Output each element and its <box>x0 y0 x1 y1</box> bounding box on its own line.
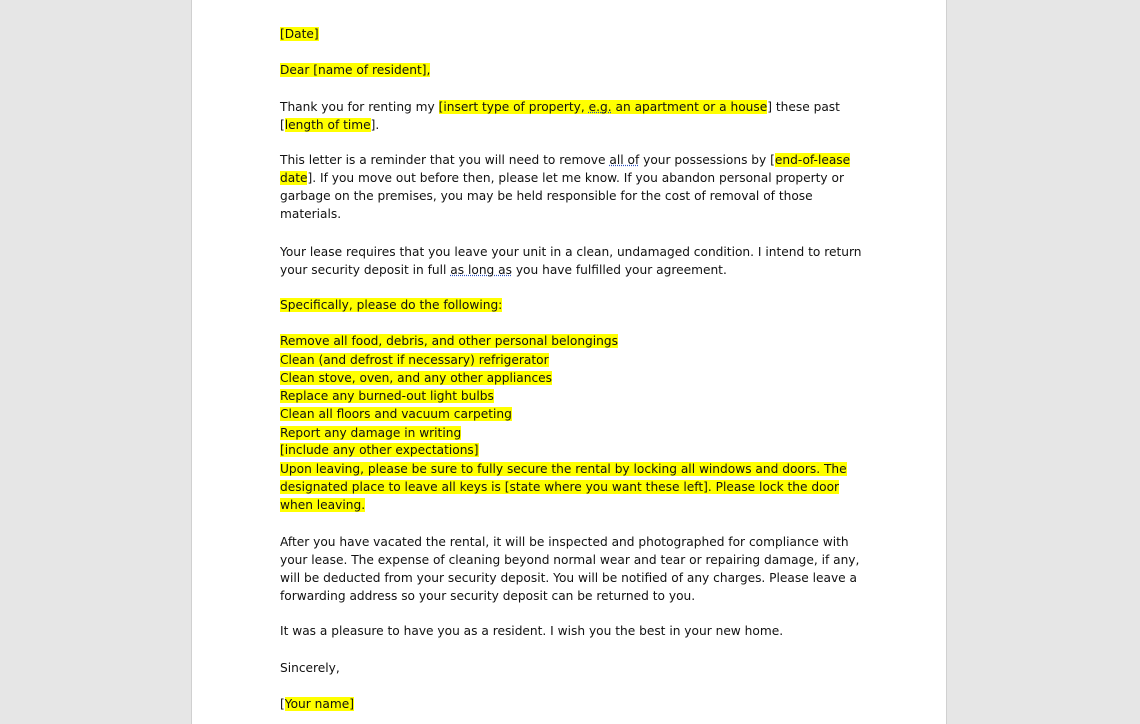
paragraph-2-line-3: garbage on the premises, you may be held responsible for the cost of removal of those <box>280 189 813 203</box>
specifically-text: Specifically, please do the following: <box>280 298 503 312</box>
paragraph-4-line-2: your lease. The expense of cleaning beyond normal wear and tear or repairing damage, if any, <box>280 553 860 567</box>
leaving-text: Upon leaving, please be sure to fully secure the rental by locking all windows and doors. The <box>280 462 847 476</box>
text-run: an apartment or a house <box>611 100 768 114</box>
end-of-lease-placeholder-cont: date <box>280 171 308 185</box>
task-text: [include any other expectations] <box>280 443 479 457</box>
task-text: Replace any burned-out light bulbs <box>280 389 494 403</box>
grammar-flag: as long as <box>450 263 512 277</box>
task-item <box>280 351 549 369</box>
paragraph-4-line-4: forwarding address so your security deposit can be returned to you. <box>280 589 696 603</box>
task-text: Clean stove, oven, and any other appliances <box>280 371 553 385</box>
paragraph-4-line-3: will be deducted from your security deposit. You will be notified of any charges. Please leave a <box>280 571 857 585</box>
task-item <box>280 441 479 459</box>
text-run: [insert type of property, <box>438 100 589 114</box>
signature-placeholder: Your name] <box>284 697 354 711</box>
text-run: your possessions by [ <box>639 153 775 167</box>
text-run: This letter is a reminder that you will need to remove <box>280 153 610 167</box>
paragraph-1-line-1 <box>280 98 840 116</box>
closing-line: Sincerely, <box>280 661 340 675</box>
task-item <box>280 405 512 423</box>
length-of-time-placeholder: length of time <box>284 118 371 132</box>
paragraph-1-line-2 <box>280 116 379 134</box>
leaving-text: when leaving. <box>280 498 366 512</box>
task-text: Remove all food, debris, and other personal belongings <box>280 334 618 348</box>
text-run: [ <box>280 118 285 132</box>
text-run: ]. <box>370 118 380 132</box>
task-item <box>280 387 494 405</box>
grammar-flag: e.g. <box>588 100 612 114</box>
text-run: you have fulfilled your agreement. <box>511 263 727 277</box>
task-item <box>280 332 618 350</box>
text-run: your security deposit in full <box>280 263 451 277</box>
property-type-placeholder <box>439 100 768 114</box>
task-text: Clean (and defrost if necessary) refrigerator <box>280 353 549 367</box>
task-text: Report any damage in writing <box>280 426 462 440</box>
text-run: ]. If you move out before then, please let me know. If you abandon personal property or <box>307 171 844 185</box>
paragraph-2-line-4: materials. <box>280 207 342 221</box>
grammar-flag: all of <box>609 153 640 167</box>
task-item <box>280 369 552 387</box>
paragraph-3-line-1: Your lease requires that you leave your unit in a clean, undamaged condition. I intend to return <box>280 245 862 259</box>
text-run: Thank you for renting my <box>280 100 439 114</box>
task-text: Clean all floors and vacuum carpeting <box>280 407 512 421</box>
date-line <box>280 25 319 43</box>
end-of-lease-placeholder: end-of-lease <box>774 153 851 167</box>
paragraph-3-line-2 <box>280 261 727 279</box>
leaving-line-3 <box>280 496 365 514</box>
salutation-line <box>280 61 430 79</box>
specifically-line <box>280 296 502 314</box>
date-placeholder: [Date] <box>280 27 319 41</box>
paragraph-2-line-1 <box>280 151 850 169</box>
document-page[interactable] <box>191 0 947 724</box>
signature-line <box>280 695 354 713</box>
leaving-line-1 <box>280 460 847 478</box>
paragraph-5: It was a pleasure to have you as a resident. I wish you the best in your new home. <box>280 624 784 638</box>
text-run: ] these past <box>767 100 840 114</box>
text-run: [ <box>280 697 285 711</box>
leaving-line-2 <box>280 478 839 496</box>
salutation-placeholder: Dear [name of resident], <box>280 63 431 77</box>
task-item <box>280 424 461 442</box>
paragraph-4-line-1: After you have vacated the rental, it will be inspected and photographed for compliance with <box>280 535 849 549</box>
paragraph-2-line-2 <box>280 169 844 187</box>
leaving-text: designated place to leave all keys is [state where you want these left]. Please lock the door <box>280 480 840 494</box>
